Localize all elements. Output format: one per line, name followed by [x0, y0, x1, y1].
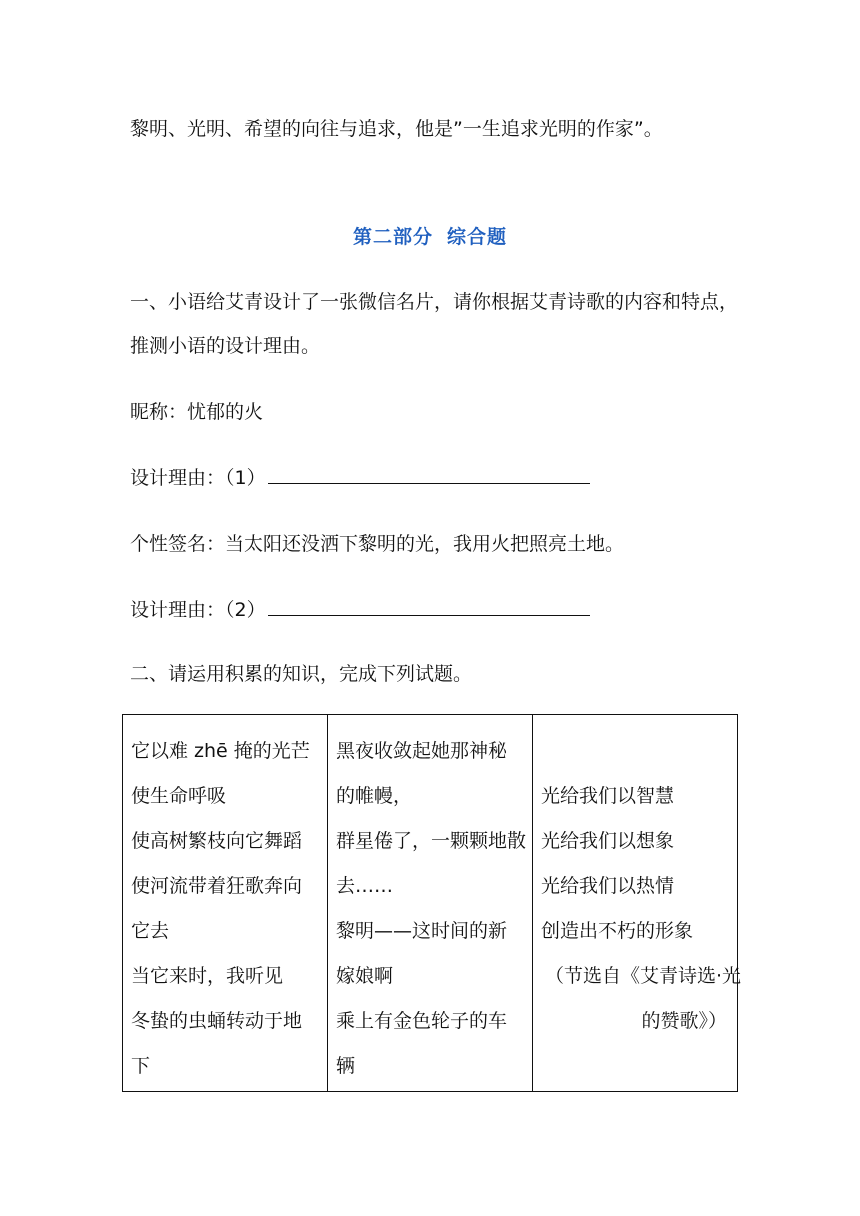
section-title [0, 222, 860, 249]
reason1-label: 设计理由：（1） [130, 467, 266, 489]
poem1-line: 它去 [131, 920, 170, 942]
poem2-line: 嫁娘啊 [336, 965, 394, 987]
poem1-line: 使高树繁枝向它舞蹈 [131, 830, 303, 852]
poem-cell-1 [123, 715, 328, 1092]
question1-line2: 推测小语的设计理由。 [130, 335, 321, 357]
poem-cell-2 [328, 715, 533, 1092]
poem-cell-3 [533, 715, 742, 1092]
poem1-line: 它以难 zhē 掩的光芒 [131, 740, 310, 762]
question2-line: 二、请运用积累的知识，完成下列试题。 [130, 663, 473, 685]
poem3-line: 创造出不朽的形象 [541, 920, 694, 942]
poem1-line: 冬蛰的虫蛹转动于地 [131, 1010, 303, 1032]
source-note-line1: （节选自《艾青诗选·光 [545, 965, 742, 987]
poem2-line: 乘上有金色轮子的车 [336, 1010, 508, 1032]
poem2-line: 黑夜收敛起她那神秘 [336, 740, 508, 762]
source-note-line2: 的赞歌》） [641, 1010, 727, 1032]
poem3-line: 光给我们以想象 [541, 830, 675, 852]
poem1-line: 使河流带着狂歌奔向 [131, 875, 303, 897]
intro-paragraph: 黎明、光明、希望的向往与追求，他是”一生追求光明的作家”。 [130, 118, 663, 140]
poem-table [122, 714, 742, 1092]
poem2-line: 群星倦了，一颗颗地散 [336, 830, 527, 852]
poem2-line: 辆 [336, 1055, 356, 1077]
reason1-line [130, 464, 590, 492]
poem2-line: 黎明——这时间的新 [336, 920, 508, 942]
reason2-label: 设计理由：（2） [130, 599, 266, 621]
poem1-line: 使生命呼吸 [131, 785, 227, 807]
question1-line1: 一、小语给艾青设计了一张微信名片，请你根据艾青诗歌的内容和特点， [130, 291, 739, 313]
section-name: 综合题 [447, 226, 508, 248]
poem2-line: 的帷幔， [336, 785, 413, 807]
poem2-line: 去…… [336, 875, 394, 897]
poem3-line: 光给我们以智慧 [541, 785, 675, 807]
signature-line: 个性签名：当太阳还没洒下黎明的光，我用火把照亮土地。 [130, 533, 625, 555]
reason2-line [130, 596, 590, 624]
section-part: 第二部分 [352, 226, 433, 248]
reason2-blank[interactable] [268, 615, 590, 616]
reason1-blank[interactable] [268, 483, 590, 484]
poem1-line: 下 [131, 1055, 151, 1077]
nickname-line: 昵称：忧郁的火 [130, 401, 264, 423]
poem1-line: 当它来时，我听见 [131, 965, 284, 987]
poem3-line: 光给我们以热情 [541, 875, 675, 897]
